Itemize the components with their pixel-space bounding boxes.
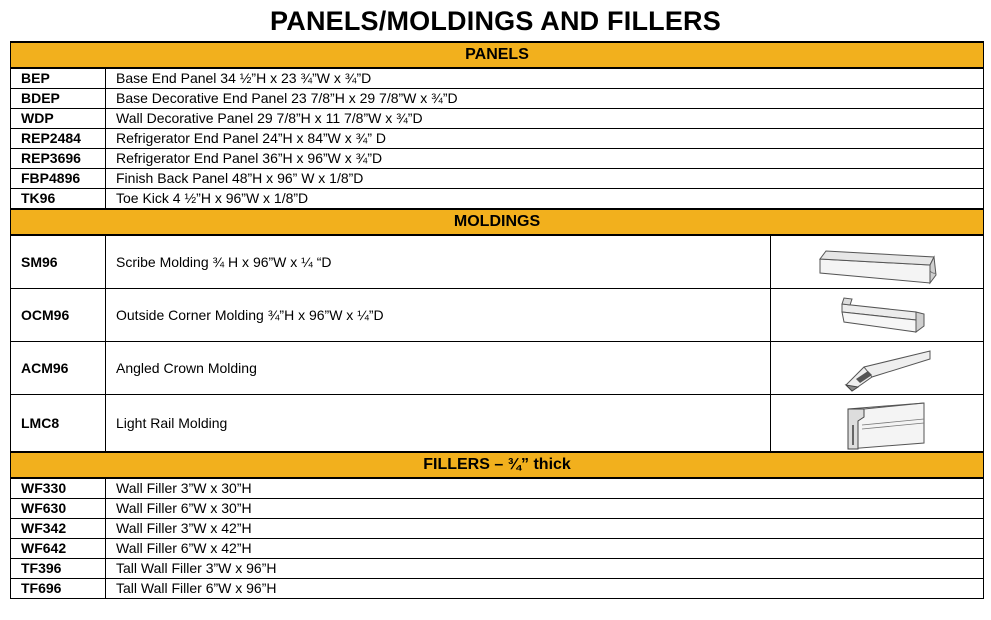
- item-description: Outside Corner Molding ¾”H x 96”W x ¼”D: [106, 289, 771, 342]
- table-row: [11, 289, 984, 342]
- item-description: Scribe Molding ¾ H x 96”W x ¼ “D: [106, 235, 771, 289]
- table-row: [11, 342, 984, 395]
- fillers-header-row: [11, 452, 984, 478]
- table-row: [11, 519, 984, 539]
- table-row: [11, 109, 984, 129]
- table-row: [11, 129, 984, 149]
- item-code: BDEP: [11, 89, 106, 109]
- table-row: [11, 499, 984, 519]
- table-row: [11, 189, 984, 210]
- product-table: [10, 41, 984, 599]
- item-description: Wall Filler 3”W x 30”H: [106, 478, 984, 499]
- item-description: Wall Filler 6”W x 42”H: [106, 539, 984, 559]
- table-row: [11, 169, 984, 189]
- angled-crown-molding-icon: [812, 343, 942, 393]
- item-image: [771, 395, 984, 453]
- table-row: [11, 89, 984, 109]
- item-code: WF342: [11, 519, 106, 539]
- moldings-header-row: [11, 209, 984, 235]
- item-code: TK96: [11, 189, 106, 210]
- item-description: Wall Filler 6”W x 30”H: [106, 499, 984, 519]
- table-row: [11, 579, 984, 599]
- item-description: Refrigerator End Panel 24”H x 84”W x ¾” D: [106, 129, 984, 149]
- fillers-section-header: FILLERS – ¾” thick: [11, 452, 984, 478]
- item-code: ACM96: [11, 342, 106, 395]
- item-code: TF396: [11, 559, 106, 579]
- item-image: [771, 289, 984, 342]
- item-code: WDP: [11, 109, 106, 129]
- item-code: WF642: [11, 539, 106, 559]
- table-row: [11, 395, 984, 453]
- item-image: [771, 342, 984, 395]
- item-description: Toe Kick 4 ½”H x 96”W x 1/8”D: [106, 189, 984, 210]
- item-description: Finish Back Panel 48”H x 96” W x 1/8”D: [106, 169, 984, 189]
- item-code: REP2484: [11, 129, 106, 149]
- item-code: REP3696: [11, 149, 106, 169]
- item-image: [771, 235, 984, 289]
- item-description: Refrigerator End Panel 36”H x 96”W x ¾”D: [106, 149, 984, 169]
- table-row: [11, 478, 984, 499]
- panels-section-header: PANELS: [11, 42, 984, 68]
- item-description: Tall Wall Filler 6”W x 96”H: [106, 579, 984, 599]
- page-title: PANELS/MOLDINGS AND FILLERS: [270, 6, 721, 36]
- scribe-molding-icon: [812, 237, 942, 287]
- table-row: [11, 559, 984, 579]
- item-description: Wall Filler 3”W x 42”H: [106, 519, 984, 539]
- table-row: [11, 68, 984, 89]
- item-code: LMC8: [11, 395, 106, 453]
- item-description: Base Decorative End Panel 23 7/8”H x 29 7/8”W x ¾”D: [106, 89, 984, 109]
- light-rail-molding-icon: [812, 395, 942, 451]
- item-code: OCM96: [11, 289, 106, 342]
- item-description: Base End Panel 34 ½”H x 23 ¾”W x ¾”D: [106, 68, 984, 89]
- item-code: WF330: [11, 478, 106, 499]
- panels-header-row: [11, 42, 984, 68]
- table-row: [11, 539, 984, 559]
- table-row: [11, 235, 984, 289]
- outside-corner-molding-icon: [812, 290, 942, 340]
- item-code: FBP4896: [11, 169, 106, 189]
- item-code: WF630: [11, 499, 106, 519]
- item-description: Light Rail Molding: [106, 395, 771, 453]
- item-description: Angled Crown Molding: [106, 342, 771, 395]
- item-description: Tall Wall Filler 3”W x 96”H: [106, 559, 984, 579]
- item-code: TF696: [11, 579, 106, 599]
- item-code: BEP: [11, 68, 106, 89]
- table-row: [11, 149, 984, 169]
- item-description: Wall Decorative Panel 29 7/8”H x 11 7/8”W x ¾”D: [106, 109, 984, 129]
- item-code: SM96: [11, 235, 106, 289]
- moldings-section-header: MOLDINGS: [11, 209, 984, 235]
